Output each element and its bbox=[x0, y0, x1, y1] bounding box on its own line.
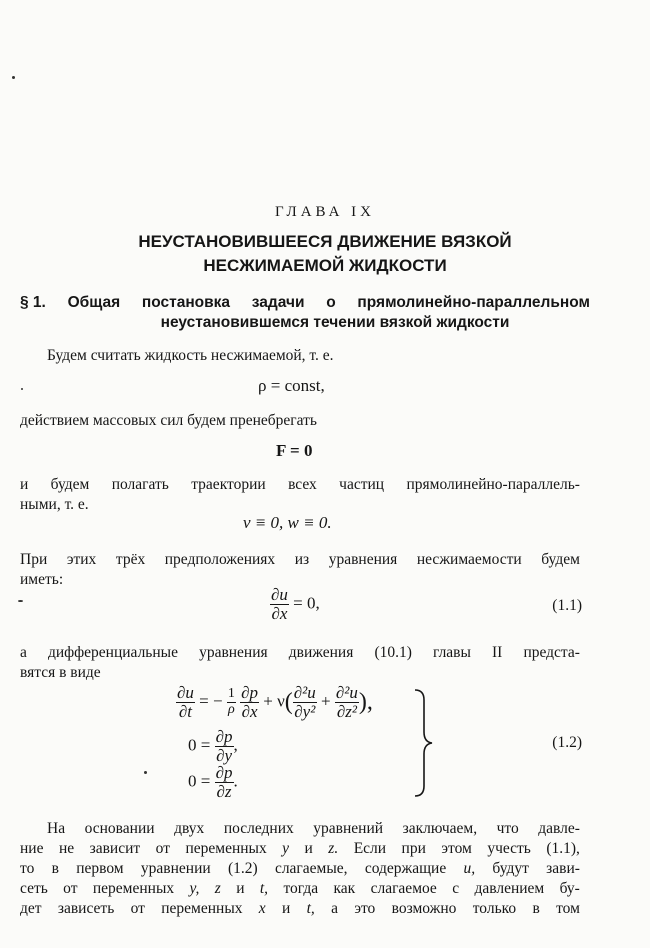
word: t, bbox=[259, 880, 269, 897]
equation-F-zero bbox=[276, 441, 312, 461]
word: (1.1), bbox=[546, 840, 580, 857]
word: зависеть bbox=[57, 900, 115, 917]
numerator: ∂²u bbox=[293, 683, 316, 702]
numerator: ∂u bbox=[177, 683, 194, 702]
paragraph-6-line-2 bbox=[20, 840, 580, 858]
word: а bbox=[331, 900, 338, 917]
word: (10.1) bbox=[374, 644, 412, 661]
section-word: прямолинейно-параллельном bbox=[357, 294, 590, 311]
word: переменных bbox=[92, 880, 175, 897]
denominator: ∂x bbox=[241, 701, 258, 721]
equation-1-1 bbox=[270, 586, 320, 623]
scan-speck bbox=[18, 600, 23, 602]
word: не bbox=[58, 840, 75, 857]
word: уравнения bbox=[328, 551, 398, 568]
word: уравнений bbox=[313, 820, 384, 837]
word: y, bbox=[189, 880, 200, 897]
word: II bbox=[492, 644, 503, 661]
paragraph-5-line-1 bbox=[20, 644, 580, 662]
word: содержащие bbox=[364, 860, 447, 877]
word: из bbox=[294, 551, 310, 568]
operator-plus: + bbox=[321, 691, 331, 711]
equation-1-1-label: (1.1) bbox=[552, 597, 582, 614]
word: и bbox=[236, 880, 245, 897]
word: давле- bbox=[538, 820, 580, 837]
word: этом bbox=[441, 840, 472, 857]
paragraph-6-line-4 bbox=[20, 880, 580, 898]
word: переменных bbox=[161, 900, 243, 917]
fraction-du-dt bbox=[176, 684, 195, 721]
fraction-dp-dy bbox=[215, 728, 234, 765]
chapter-heading: ГЛАВА IX bbox=[274, 204, 376, 220]
equation-1-2-row-1 bbox=[176, 684, 373, 721]
section-word: задачи bbox=[251, 294, 305, 311]
numerator: ∂²u bbox=[335, 683, 358, 702]
right-paren-comma: ), bbox=[358, 688, 373, 715]
numerator: ∂p bbox=[241, 683, 258, 702]
word: движения bbox=[288, 644, 354, 661]
paragraph-6-line-5 bbox=[20, 900, 580, 918]
numerator: ∂p bbox=[215, 727, 233, 746]
word: На bbox=[47, 820, 66, 837]
word: ние bbox=[20, 840, 44, 857]
word: z bbox=[214, 880, 221, 897]
numerator: ∂p bbox=[215, 763, 233, 782]
word: уравнения bbox=[199, 644, 268, 661]
row-lhs: 0 = bbox=[188, 735, 211, 755]
word: Если bbox=[353, 840, 387, 857]
word: как bbox=[333, 880, 356, 897]
scan-speck bbox=[12, 76, 15, 79]
section-word: о bbox=[326, 294, 336, 311]
paragraph-2: действием массовых сил будем пренебрегать bbox=[20, 412, 317, 429]
word: будем bbox=[541, 551, 580, 568]
equation-1-2-row-2 bbox=[188, 728, 238, 765]
word: будем bbox=[50, 476, 90, 493]
word: двух bbox=[174, 820, 205, 837]
row-tail: , bbox=[233, 735, 238, 755]
denominator: ∂y bbox=[216, 745, 233, 765]
word: бу- bbox=[559, 880, 580, 897]
fraction-d2u-dz2 bbox=[335, 684, 359, 721]
word: от bbox=[155, 840, 170, 857]
word: (1.2) bbox=[227, 860, 258, 877]
word: от bbox=[63, 880, 78, 897]
section-heading-line-2: неустановившемся течении вязкой жидкости bbox=[160, 314, 510, 331]
word: предположениях bbox=[164, 551, 276, 568]
word: полагать bbox=[111, 476, 169, 493]
word: несжимаемости bbox=[416, 551, 522, 568]
equation-F-text: F = 0 bbox=[276, 441, 313, 460]
word: переменных bbox=[185, 840, 267, 857]
operator-plus-nu: + ν bbox=[263, 691, 285, 711]
word: том bbox=[556, 900, 580, 917]
word: возможно bbox=[391, 900, 457, 917]
word: слагаемое bbox=[370, 880, 437, 897]
paragraph-3-line-2: ными, т. е. bbox=[20, 496, 89, 513]
chapter-title-line-1: НЕУСТАНОВИВШЕЕСЯ ДВИЖЕНИЕ ВЯЗКОЙ bbox=[138, 232, 512, 251]
section-word: § 1. bbox=[20, 294, 46, 311]
left-paren: ( bbox=[284, 688, 293, 715]
word: и bbox=[20, 476, 29, 493]
fraction-du-dx bbox=[270, 586, 289, 623]
system-brace bbox=[412, 688, 434, 798]
denominator: ∂y² bbox=[294, 701, 316, 721]
paragraph-6-line-1 bbox=[47, 820, 580, 838]
word: трёх bbox=[115, 551, 146, 568]
word: траектории bbox=[191, 476, 266, 493]
fraction-d2u-dy2 bbox=[293, 684, 317, 721]
word: x bbox=[258, 900, 266, 917]
word: t, bbox=[306, 900, 315, 917]
scan-speck bbox=[144, 771, 147, 774]
word: и bbox=[304, 840, 313, 857]
word: дифференциальные bbox=[47, 644, 178, 661]
word: первом bbox=[76, 860, 124, 877]
paragraph-1: Будем считать жидкость несжимаемой, т. е. bbox=[47, 347, 334, 364]
word: z. bbox=[328, 840, 339, 857]
section-word: Общая bbox=[67, 294, 121, 311]
paragraph-3-line-1 bbox=[20, 476, 580, 494]
word: последних bbox=[223, 820, 294, 837]
equation-1-2-label: (1.2) bbox=[552, 734, 582, 751]
word: а bbox=[20, 644, 27, 661]
word: предста- bbox=[523, 644, 580, 661]
denominator: ∂z bbox=[216, 781, 232, 801]
word: зависит bbox=[89, 840, 141, 857]
word: основании bbox=[84, 820, 155, 837]
word: это bbox=[354, 900, 376, 917]
word: u, bbox=[463, 860, 476, 877]
word: уравнении bbox=[140, 860, 211, 877]
operator-equals-minus: = − bbox=[199, 691, 223, 711]
word: только bbox=[472, 900, 517, 917]
chapter-title-line-2: НЕСЖИМАЕМОЙ ЖИДКОСТИ bbox=[203, 256, 447, 275]
word: слагаемые, bbox=[274, 860, 348, 877]
paragraph-4-line-2: иметь: bbox=[20, 571, 64, 588]
word: в bbox=[532, 900, 540, 917]
equation-1-2-row-3 bbox=[188, 764, 238, 801]
word: то bbox=[20, 860, 35, 877]
word: давлением bbox=[474, 880, 545, 897]
section-heading-line-1 bbox=[20, 294, 590, 312]
word: заключаем, bbox=[402, 820, 478, 837]
word: дет bbox=[20, 900, 42, 917]
word: сеть bbox=[20, 880, 48, 897]
word: что bbox=[496, 820, 519, 837]
word: При bbox=[20, 551, 48, 568]
fraction-dp-dz bbox=[215, 764, 234, 801]
word: при bbox=[401, 840, 426, 857]
row-lhs: 0 = bbox=[188, 771, 211, 791]
word: всех bbox=[288, 476, 317, 493]
equation-rho-const bbox=[258, 376, 325, 396]
word: и bbox=[282, 900, 291, 917]
scan-speck bbox=[21, 388, 23, 390]
paragraph-5-line-2: вятся в виде bbox=[20, 664, 101, 681]
equation-rho-text: ρ = const, bbox=[258, 376, 325, 395]
word: прямолинейно-параллель- bbox=[406, 476, 580, 493]
fraction-1-rho bbox=[227, 687, 236, 717]
word: учесть bbox=[487, 840, 531, 857]
row-tail: . bbox=[233, 771, 238, 791]
denominator: ∂x bbox=[271, 603, 288, 623]
word: тогда bbox=[283, 880, 319, 897]
word: главы bbox=[433, 644, 471, 661]
word: y bbox=[282, 840, 290, 857]
word: от bbox=[130, 900, 145, 917]
paragraph-4-line-1 bbox=[20, 551, 580, 569]
word: зави- bbox=[546, 860, 580, 877]
paragraph-6-line-3 bbox=[20, 860, 580, 878]
word: будут bbox=[492, 860, 529, 877]
word: этих bbox=[66, 551, 97, 568]
numerator: ∂u bbox=[271, 585, 288, 604]
fraction-dp-dx bbox=[240, 684, 259, 721]
numerator: 1 bbox=[227, 686, 235, 702]
word: с bbox=[452, 880, 460, 897]
word: частиц bbox=[339, 476, 385, 493]
denominator: ∂t bbox=[178, 701, 193, 721]
denominator: ρ bbox=[227, 701, 235, 717]
section-word: постановка bbox=[141, 294, 231, 311]
equation-v-w-zero: v ≡ 0, w ≡ 0. bbox=[243, 513, 332, 532]
word: в bbox=[51, 860, 59, 877]
denominator: ∂z² bbox=[336, 701, 357, 721]
equation-1-1-rest: = 0, bbox=[293, 593, 320, 613]
